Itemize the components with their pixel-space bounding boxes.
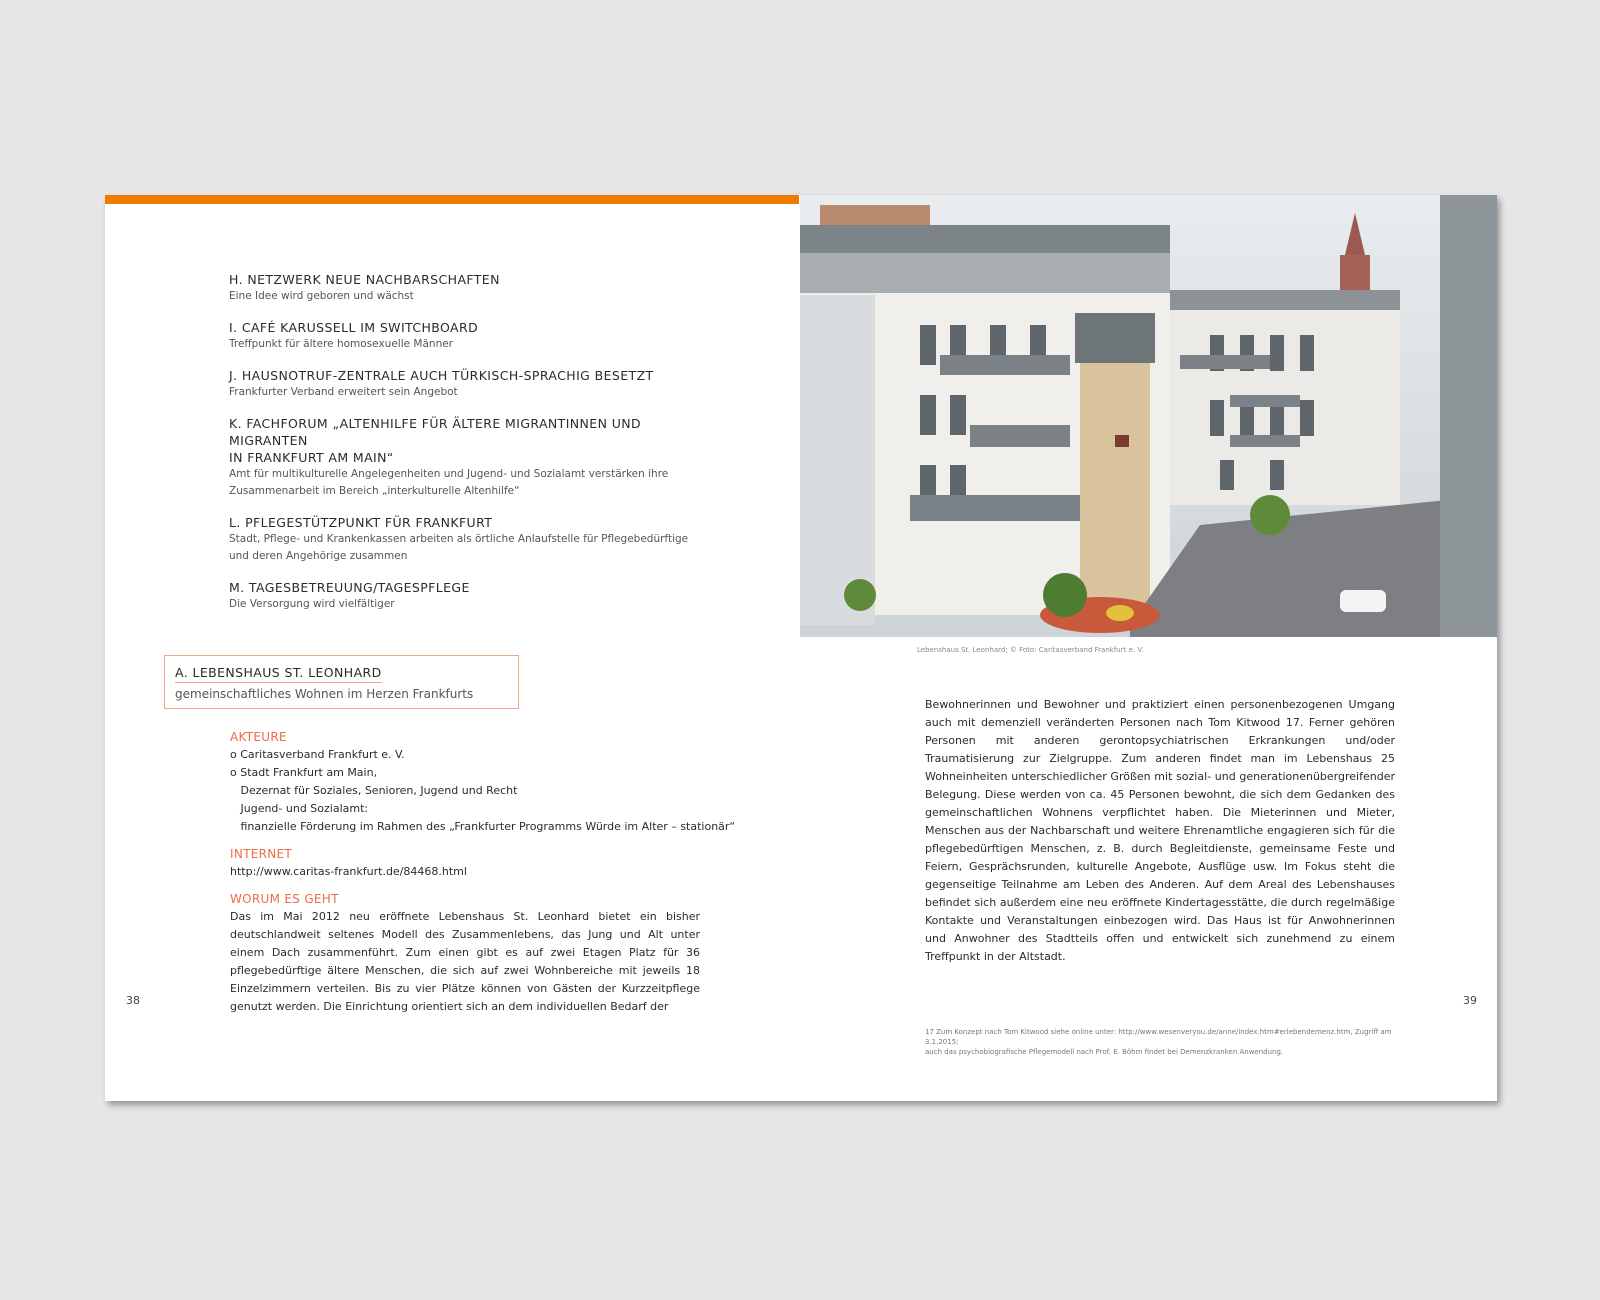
toc-title: L. PFLEGESTÜTZPUNKT FÜR FRANKFURT <box>229 515 493 530</box>
akteure-line: Jugend- und Sozialamt: <box>230 802 369 815</box>
toc-subtitle: Stadt, Pflege- und Krankenkassen arbeiten als örtliche Anlaufstelle für Pflegebedürftige und deren Angehörige zusammen <box>229 533 689 562</box>
toc-item-i <box>229 319 709 353</box>
toc-title: I. CAFÉ KARUSSELL IM SWITCHBOARD <box>229 320 479 335</box>
table-of-contents <box>229 271 709 627</box>
project-title-box <box>164 655 519 709</box>
toc-title: M. TAGESBETREUUNG/TAGESPFLEGE <box>229 580 470 595</box>
page-number-left: 38 <box>126 994 140 1007</box>
worum-heading: WORUM ES GEHT <box>230 892 339 906</box>
toc-item-l <box>229 514 709 565</box>
project-subtitle: gemeinschaftliches Wohnen im Herzen Frankfurts <box>175 687 474 701</box>
building-photo <box>800 195 1497 637</box>
toc-title: H. NETZWERK NEUE NACHBARSCHAFTEN <box>229 272 500 287</box>
photo-caption: Lebenshaus St. Leonhard; © Foto: Caritasverband Frankfurt e. V. <box>917 646 1144 654</box>
akteure-heading: AKTEURE <box>230 730 287 744</box>
akteure-line: o Caritasverband Frankfurt e. V. <box>230 748 405 761</box>
toc-item-j <box>229 367 709 401</box>
toc-item-h <box>229 271 709 305</box>
right-body-text: Bewohnerinnen und Bewohner und praktiziert einen personenbezogenen Umgang auch mit demenziell veränderten Personen nach Tom Kitwood 17. Ferner gehören Personen mit anderen gerontopsychiatrischen Erkrankungen und/oder Traumatisierung zur Zielgruppe. Zum anderen findet man im Lebenshaus 25 Wohneinheiten unterschiedlicher Größen mit sozial- und generationenübergreifender Belegung. Diese werden von ca. 45 Personen bewohnt, die sich dem Gedanken des gemeinschaftlichen Wohnens verpflichtet haben. Die Mieterinnen und Mieter, Menschen aus der Nachbarschaft und weitere Ehrenamtliche engagieren sich für die pflegebedürftigen Menschen, z. B. durch Begleitdienste, gemeinsame Feste und Feiern, Gesprächsrunden, kulturelle Angebote, Ausflüge usw. Im Fokus steht die gegenseitige Teilnahme am Leben des Anderen. Auf dem Areal des Lebenshauses befindet sich außerdem eine neu eröffnete Kindertagesstätte, die durch regelmäßige Kontakte und Veranstaltungen einbezogen wird. Das Haus ist für Anwohnerinnen und Anwohner des Stadtteils offen und entwickelt sich zunehmend zu einem Treffpunkt in der Altstadt. <box>925 698 1395 963</box>
toc-subtitle: Die Versorgung wird vielfältiger <box>229 598 395 610</box>
toc-item-k <box>229 415 709 500</box>
project-title: A. LEBENSHAUS ST. LEONHARD <box>175 665 382 683</box>
orange-accent-bar <box>105 195 799 204</box>
akteure-line: o Stadt Frankfurt am Main, <box>230 766 378 779</box>
toc-title: K. FACHFORUM „ALTENHILFE FÜR ÄLTERE MIGRANTINNEN UND MIGRANTEN IN FRANKFURT AM MAIN“ <box>229 416 642 465</box>
worum-body-text: Das im Mai 2012 neu eröffnete Lebenshaus St. Leonhard bietet ein bisher deutschlandweit seltenes Modell des Zusammenlebens, das Jung und Alt unter einem Dach zusammenführt. Zum einen gibt es auf zwei Etagen Platz für 36 pflegebedürftige ältere Menschen, die sich auf zwei Wohnbereiche mit jeweils 18 Einzelzimmern verteilen. Bis zu vier Plätze können von Gästen der Kurzzeitpflege genutzt werden. Die Einrichtung orientiert sich an dem individuellen Bedarf der <box>230 910 700 1013</box>
toc-subtitle: Frankfurter Verband erweitert sein Angebot <box>229 386 458 398</box>
footnote: 17 Zum Konzept nach Tom Kitwood siehe online unter: http://www.wesenveryou.de/anne/index.htm#erlebendemenz.htm, Zugriff am 3.1.2015; auch das psychobiografische Pflegemodell nach Prof. E. Böhm findet bei Demenzkranken Anwendung. <box>925 1028 1392 1056</box>
toc-subtitle: Treffpunkt für ältere homosexuelle Männer <box>229 338 453 350</box>
building-illustration <box>800 195 1497 637</box>
toc-subtitle: Amt für multikulturelle Angelegenheiten und Jugend- und Sozialamt verstärken ihre Zusammenarbeit im Bereich „interkulturelle Altenhilfe“ <box>229 468 669 497</box>
internet-heading: INTERNET <box>230 847 293 861</box>
internet-link[interactable]: http://www.caritas-frankfurt.de/84468.html <box>230 865 467 878</box>
toc-title: J. HAUSNOTRUF-ZENTRALE AUCH TÜRKISCH-SPRACHIG BESETZT <box>229 368 654 383</box>
akteure-line: finanzielle Förderung im Rahmen des „Frankfurter Programms Würde im Alter – stationär“ <box>230 820 736 833</box>
toc-subtitle: Eine Idee wird geboren und wächst <box>229 290 414 302</box>
project-info <box>230 729 736 1016</box>
akteure-line: Dezernat für Soziales, Senioren, Jugend und Recht <box>230 784 518 797</box>
book-spread <box>105 195 1497 1101</box>
page-number-right: 39 <box>1463 994 1477 1007</box>
toc-item-m <box>229 579 709 613</box>
